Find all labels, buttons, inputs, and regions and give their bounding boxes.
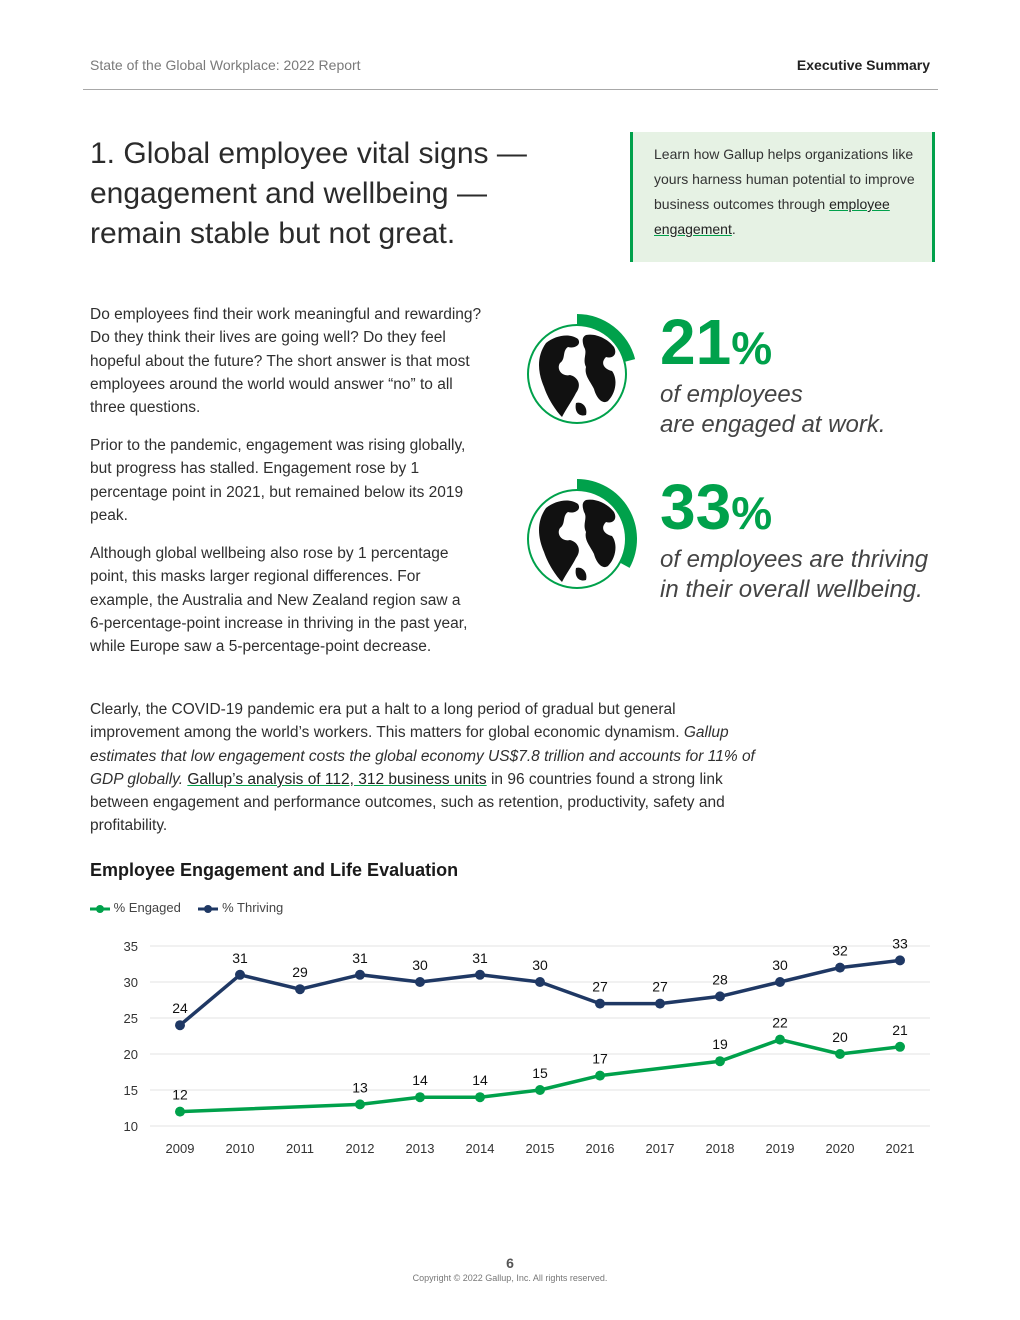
employee-engagement-link[interactable]: employee engagement bbox=[654, 196, 890, 237]
data-point-thriving bbox=[715, 991, 725, 1001]
engaged-stat-description: of employees are engaged at work. bbox=[660, 381, 886, 438]
data-label: 17 bbox=[592, 1050, 608, 1067]
data-label: 32 bbox=[832, 942, 848, 959]
globe-icon bbox=[531, 328, 623, 420]
x-tick-label: 2013 bbox=[405, 1141, 435, 1156]
engaged-stat-value: 21% bbox=[660, 306, 773, 378]
data-point-thriving bbox=[535, 977, 545, 987]
x-tick-label: 2011 bbox=[286, 1141, 314, 1156]
x-tick-label: 2012 bbox=[345, 1141, 375, 1156]
legend-engaged-marker bbox=[90, 904, 110, 914]
legend-thriving: % Thriving bbox=[198, 900, 283, 915]
data-label: 30 bbox=[532, 957, 548, 973]
data-label: 15 bbox=[532, 1065, 548, 1081]
data-point-thriving bbox=[235, 970, 245, 980]
copyright: Copyright © 2022 Gallup, Inc. All rights reserved. bbox=[412, 1273, 608, 1283]
data-point-thriving bbox=[895, 955, 905, 965]
x-tick-label: 2018 bbox=[705, 1141, 735, 1156]
y-tick-label: 25 bbox=[123, 1011, 138, 1026]
globe-engaged-icon bbox=[526, 313, 638, 425]
thriving-stat-description: of employees are thriving in their overall wellbeing. bbox=[660, 546, 929, 603]
data-label: 30 bbox=[772, 957, 788, 973]
x-tick-label: 2020 bbox=[825, 1141, 855, 1156]
thriving-stat-value: 33% bbox=[660, 471, 773, 543]
section-title: Executive Summary bbox=[796, 57, 930, 73]
y-tick-label: 10 bbox=[123, 1119, 138, 1134]
data-point-engaged bbox=[415, 1092, 425, 1102]
data-point-thriving bbox=[775, 977, 785, 987]
data-point-thriving bbox=[355, 970, 365, 980]
chart-legend bbox=[90, 899, 297, 915]
data-label: 31 bbox=[472, 949, 488, 966]
data-label: 24 bbox=[172, 1000, 188, 1017]
data-point-engaged bbox=[595, 1071, 605, 1081]
data-point-engaged bbox=[715, 1056, 725, 1066]
page-number: 6 bbox=[506, 1255, 514, 1271]
x-tick-label: 2019 bbox=[765, 1141, 795, 1156]
globe-icon bbox=[531, 493, 623, 585]
y-tick-label: 15 bbox=[123, 1083, 138, 1098]
data-label: 33 bbox=[892, 935, 908, 952]
chart-title: Employee Engagement and Life Evaluation bbox=[90, 860, 459, 880]
x-tick-label: 2010 bbox=[225, 1141, 255, 1156]
data-point-engaged bbox=[355, 1099, 365, 1109]
data-point-engaged bbox=[775, 1035, 785, 1045]
x-tick-label: 2009 bbox=[165, 1141, 195, 1156]
data-label: 27 bbox=[652, 978, 668, 995]
x-tick-label: 2015 bbox=[525, 1141, 555, 1156]
data-point-engaged bbox=[175, 1107, 185, 1117]
engagement-line-chart bbox=[100, 930, 940, 1170]
data-label: 14 bbox=[472, 1072, 488, 1089]
data-label: 20 bbox=[832, 1029, 848, 1045]
legend-engaged: % Engaged bbox=[90, 900, 181, 915]
y-tick-label: 35 bbox=[123, 939, 138, 954]
data-label: 29 bbox=[292, 964, 308, 981]
data-point-engaged bbox=[535, 1085, 545, 1095]
y-tick-label: 30 bbox=[123, 975, 138, 990]
data-point-engaged bbox=[475, 1092, 485, 1102]
data-point-thriving bbox=[415, 977, 425, 987]
data-label: 31 bbox=[352, 949, 368, 966]
data-point-thriving bbox=[475, 970, 485, 980]
callout-box bbox=[630, 132, 935, 262]
x-tick-label: 2014 bbox=[465, 1141, 495, 1156]
data-label: 13 bbox=[352, 1079, 368, 1096]
report-title: State of the Global Workplace: 2022 Report bbox=[90, 57, 361, 73]
paragraph-4: Clearly, the COVID-19 pandemic era put a halt to a long period of gradual but general improvement among the world’s workers. This matters for global economic dynamism. Gallup estimates that low engagement costs the global economy US$7.8 trillion and accounts for 11% of GDP globally. Gallup’s analysis of 112, 312 business units in 96 countries found a strong link between engagement and performance outcomes, such as retention, productivity, safety and profitability. bbox=[90, 701, 755, 835]
business-units-analysis-link[interactable]: Gallup’s analysis of 112, 312 business units bbox=[187, 770, 487, 788]
legend-thriving-marker bbox=[198, 904, 218, 914]
data-point-thriving bbox=[655, 999, 665, 1009]
data-label: 31 bbox=[232, 949, 248, 966]
header-divider bbox=[83, 89, 938, 90]
x-tick-label: 2021 bbox=[885, 1141, 915, 1156]
callout-text: Learn how Gallup helps organizations like yours harness human potential to improve business outcomes through employee engagement. bbox=[654, 146, 915, 237]
data-label: 30 bbox=[412, 957, 428, 973]
data-label: 22 bbox=[772, 1014, 788, 1031]
data-label: 21 bbox=[892, 1021, 908, 1038]
data-point-thriving bbox=[835, 963, 845, 973]
data-label: 27 bbox=[592, 978, 608, 995]
globe-thriving-icon bbox=[526, 478, 638, 590]
data-label: 28 bbox=[712, 971, 728, 988]
paragraph-1: Do employees find their work meaningful and rewarding? Do they think their lives are going well? Do they feel hopeful about the future? The short answer is that most employees around the world would answer “no” to all three questions. bbox=[90, 306, 482, 417]
paragraph-3: Although global wellbeing also rose by 1 percentage point, this masks larger regional differences. For example, the Australia and New Zealand region saw a 6-percentage-point increase in thriving in the past year, while Europe saw a 5-percentage-point decrease. bbox=[90, 545, 468, 656]
data-label: 14 bbox=[412, 1072, 428, 1089]
data-label: 12 bbox=[172, 1086, 188, 1103]
x-tick-label: 2016 bbox=[585, 1141, 615, 1156]
paragraph-2: Prior to the pandemic, engagement was rising globally, but progress has stalled. Engagement rose by 1 percentage point in 2021, but remained below its 2019 peak. bbox=[90, 437, 466, 524]
x-tick-label: 2017 bbox=[645, 1141, 675, 1156]
data-point-engaged bbox=[895, 1042, 905, 1052]
data-point-thriving bbox=[595, 999, 605, 1009]
data-label: 19 bbox=[712, 1036, 728, 1053]
page-heading: 1. Global employee vital signs — engagement and wellbeing — remain stable but not great. bbox=[90, 137, 527, 250]
data-point-thriving bbox=[295, 984, 305, 994]
y-tick-label: 20 bbox=[123, 1047, 138, 1062]
data-point-engaged bbox=[835, 1049, 845, 1059]
data-point-thriving bbox=[175, 1020, 185, 1030]
